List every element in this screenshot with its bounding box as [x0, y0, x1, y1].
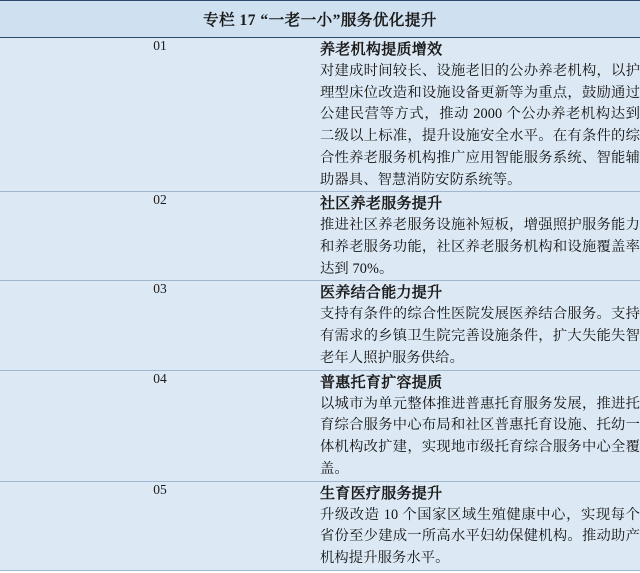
item-title: 养老机构提质增效 [320, 42, 443, 58]
item-number: 05 [0, 481, 320, 570]
item-body [320, 192, 640, 281]
table-row [0, 38, 640, 192]
item-number: 03 [0, 281, 320, 370]
item-text: 升级改造 10 个国家区域生殖健康中心，实现每个省份至少建成一所高水平妇幼保健机构。推动助产机构提升服务水平。 [320, 506, 640, 566]
table-row [0, 192, 640, 281]
table-row [0, 370, 640, 481]
item-number: 01 [0, 38, 320, 192]
item-title: 社区养老服务提升 [320, 196, 443, 213]
item-title: 生育医疗服务提升 [320, 485, 443, 502]
item-title: 普惠托育扩容提质 [320, 374, 443, 391]
item-number: 04 [0, 370, 320, 481]
item-body [320, 481, 640, 570]
table-row [0, 481, 640, 570]
item-title: 医养结合能力提升 [320, 285, 443, 302]
item-text: 以城市为单元整体推进普惠托育服务发展，推进托育综合服务中心布局和社区普惠托育设施、托幼一体机构改扩建，实现地市级托育综合服务中心全覆盖。 [320, 395, 640, 477]
item-body [320, 370, 640, 481]
item-body [320, 281, 640, 370]
item-number: 02 [0, 192, 320, 281]
table-header-row [0, 1, 640, 38]
item-text: 推进社区养老服务设施补短板，增强照护服务能力和养老服务功能，社区养老服务机构和设施覆盖率达到 70%。 [320, 217, 640, 277]
item-text: 对建成时间较长、设施老旧的公办养老机构，以护理型床位改造和设施设备更新等为重点，鼓励通过公建民营等方式，推动 2000 个公办养老机构达到二级以上标准，提升设施安全水平。在有条件的综合性养老服务机构推广应用智能服务系统、智能辅助器具、智慧消防安防系统等。 [320, 63, 640, 188]
item-body [320, 38, 640, 192]
box-title: 专栏 17 “一老一小”服务优化提升 [0, 1, 640, 38]
table-row [0, 281, 640, 370]
item-text: 支持有条件的综合性医院发展医养结合服务。支持有需求的乡镇卫生院完善设施条件，扩大失能失智老年人照护服务供给。 [320, 306, 640, 366]
